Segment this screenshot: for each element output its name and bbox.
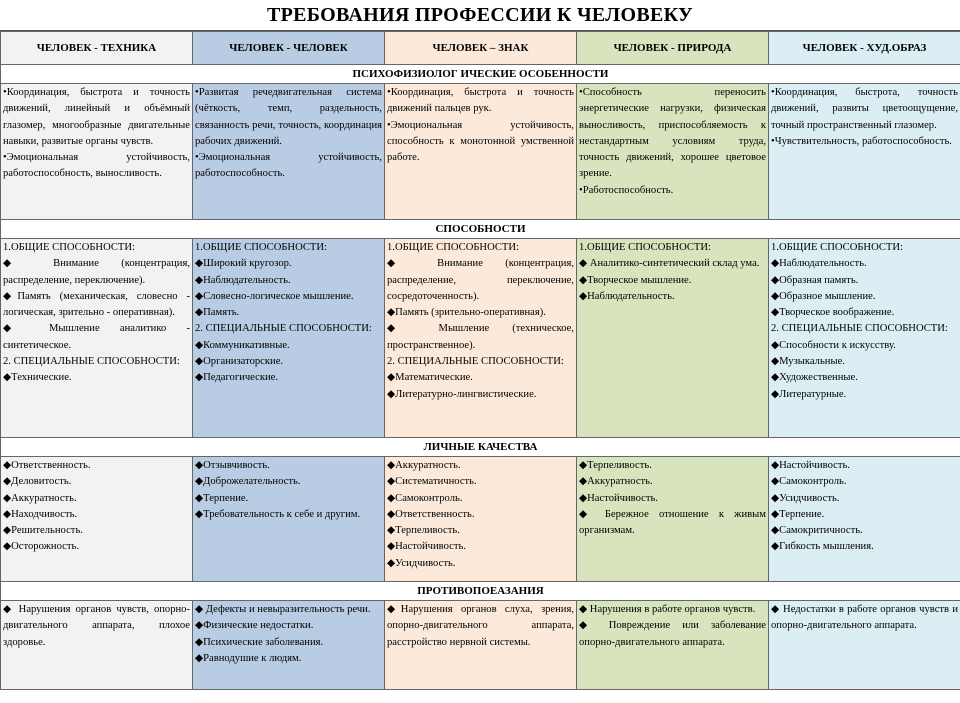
cell (577, 457, 769, 582)
cell-item: 1.ОБЩИЕ СПОСОБНОСТИ: (771, 242, 903, 253)
cell-item: ◆Педагогические. (195, 372, 279, 384)
section-header-row (1, 438, 960, 457)
cell-item: ◆Настойчивость. (387, 541, 466, 553)
cell-item: ◆Память (механическая, словесно - логическая, зрительно - оперативная). (3, 290, 190, 319)
cell-item: ◆Ответственность. (3, 460, 91, 471)
column-header-row (1, 32, 960, 65)
cell-item: 2. СПЕЦИАЛЬНЫЕ СПОСОБНОСТИ: (195, 323, 372, 335)
cell (193, 457, 385, 582)
cell-item: ◆Наблюдательность. (195, 274, 291, 286)
cell-item: ◆Наблюдательность. (579, 290, 675, 302)
section-title: ЛИЧНЫЕ КАЧЕСТВА (1, 438, 960, 457)
cell-item: ◆Усидчивость. (387, 557, 456, 569)
cell-item: ◆Терпеливость. (387, 525, 460, 537)
cell-item: ◆Аккуратность. (387, 460, 461, 471)
cell-item: •Работоспособность. (579, 184, 674, 196)
cell (769, 601, 960, 690)
cell-item: ◆Настойчивость. (579, 492, 658, 504)
cell-item: 1.ОБЩИЕ СПОСОБНОСТИ: (3, 242, 135, 253)
cell-item: •Способность переносить энергетические нагрузки, физическая выносливость, приспособляемость к нестандартным условиям труда, точность движений, хорошее цветовое зрение. (579, 87, 766, 180)
cell-item: ◆Технические. (3, 372, 72, 384)
section-header-row (1, 582, 960, 601)
cell-item: •Координация, быстрота, точность движений, развиты цветоощущение, точный пространственный глазомер. (771, 87, 958, 131)
column-header: ЧЕЛОВЕК - ПРИРОДА (577, 32, 769, 65)
cell-item: 1.ОБЩИЕ СПОСОБНОСТИ: (195, 242, 327, 253)
cell-item: •Развитая речедвигательная система (чёткость, темп, раздельность, связанность речи, точность, координация рабочих движений. (195, 87, 382, 147)
cell (193, 239, 385, 438)
column-header: ЧЕЛОВЕК - ХУД.ОБРАЗ (769, 32, 960, 65)
column-header: ЧЕЛОВЕК – ЗНАК (385, 32, 577, 65)
cell-item: ◆ Мышление аналитико - синтетическое. (3, 323, 190, 351)
table-row (1, 84, 960, 220)
cell-item: ◆Образная память. (771, 274, 859, 286)
section-header-row (1, 220, 960, 239)
cell-item: ◆Терпение. (771, 508, 825, 520)
section-header-row (1, 65, 960, 84)
cell-item: ◆Наблюдательность. (771, 258, 867, 270)
cell-item: 1.ОБЩИЕ СПОСОБНОСТИ: (579, 242, 711, 253)
cell-item: 2. СПЕЦИАЛЬНЫЕ СПОСОБНОСТИ: (387, 356, 564, 368)
cell-item: ◆Память (зрительно-оперативная). (387, 307, 546, 319)
cell-item: ◆Решительность. (3, 525, 83, 537)
cell-item: ◆Память. (195, 307, 240, 319)
cell-item: ◆ Внимание (концентрация, распределение, переключение, сосредоточенность). (387, 258, 574, 302)
cell-item: ◆Творческое воображение. (771, 307, 895, 319)
cell-item: ◆Требовательность к себе и другим. (195, 508, 361, 520)
cell-item: ◆Нарушения органов слуха, зрения, опорно-двигательного аппарата, расстройство нервной системы. (387, 604, 574, 648)
cell (1, 457, 193, 582)
cell-item: ◆Психические заболевания. (195, 636, 324, 648)
cell-item: •Координация, быстрота и точность движений, линейный и объёмный глазомер, многообразные двигательные навыки, развитые органы чувств. (3, 87, 190, 147)
cell-item: ◆Музыкальные. (771, 356, 845, 368)
cell (385, 601, 577, 690)
cell (385, 84, 577, 220)
cell-item: ◆Ответственность. (387, 508, 475, 520)
cell-item: ◆Самокритичность. (771, 525, 863, 537)
column-header: ЧЕЛОВЕК - ТЕХНИКА (1, 32, 193, 65)
cell-item: ◆ Внимание (концентрация, распределение, переключение). (3, 258, 190, 286)
cell (1, 601, 193, 690)
cell (1, 239, 193, 438)
cell-item: ◆ Бережное отношение к живым организмам. (579, 508, 766, 537)
section-title: ПРОТИВОПОЕАЗАНИЯ (1, 582, 960, 601)
cell (577, 239, 769, 438)
cell-item: ◆Терпение. (195, 492, 249, 504)
cell-item: ◆Гибкость мышления. (771, 541, 874, 553)
cell-item: ◆ Нарушения в работе органов чувств. (579, 604, 756, 615)
cell-item: 2. СПЕЦИАЛЬНЫЕ СПОСОБНОСТИ: (3, 356, 180, 368)
cell (769, 239, 960, 438)
cell-item: ◆Широкий кругозор. (195, 258, 292, 270)
cell-item: ◆Равнодушие к людям. (195, 652, 302, 664)
cell-item: ◆Самоконтроль. (387, 492, 463, 504)
cell-item: ◆ Дефекты и невыразительность речи. (195, 604, 371, 615)
cell-item: •Координация, быстрота и точность движений пальцев рук. (387, 87, 574, 115)
cell-item: ◆Аккуратность. (3, 492, 77, 504)
cell-item: 2. СПЕЦИАЛЬНЫЕ СПОСОБНОСТИ: (771, 323, 948, 335)
page-title: ТРЕБОВАНИЯ ПРОФЕССИИ К ЧЕЛОВЕКУ (0, 0, 960, 31)
cell-item: ◆Математические. (387, 372, 473, 384)
cell-item: ◆Усидчивость. (771, 492, 840, 504)
cell-item: ◆Художественные. (771, 372, 858, 384)
cell-item: ◆Деловитость. (3, 476, 72, 488)
cell (769, 457, 960, 582)
cell-item: ◆Систематичность. (387, 476, 477, 488)
cell-item: •Эмоциональная устойчивость, работоспособность, выносливость. (3, 152, 190, 180)
section-title: ПСИХОФИЗИОЛОГ ИЧЕСКИЕ ОСОБЕННОСТИ (1, 65, 960, 84)
cell-item: •Эмоциональная устойчивость, способность к монотонной умственной работе. (387, 119, 574, 164)
cell (385, 239, 577, 438)
cell (577, 84, 769, 220)
cell-item: ◆Способности к искусству. (771, 339, 896, 351)
cell-item: 1.ОБЩИЕ СПОСОБНОСТИ: (387, 242, 519, 253)
cell (385, 457, 577, 582)
column-header: ЧЕЛОВЕК - ЧЕЛОВЕК (193, 32, 385, 65)
cell (1, 84, 193, 220)
cell-item: ◆Литературно-лингвистические. (387, 388, 537, 400)
cell-item: ◆Доброжелательность. (195, 476, 301, 488)
cell-item: ◆ Мышление (техническое, пространственное). (387, 323, 574, 351)
cell (769, 84, 960, 220)
cell-item: ◆Словесно-логическое мышление. (195, 290, 354, 302)
cell-item: ◆ Аналитико-синтетический склад ума. (579, 258, 760, 270)
cell-item: ◆ Недостатки в работе органов чувств и опорно-двигательного аппарата. (771, 604, 958, 632)
cell-item: ◆Находчивость. (3, 508, 78, 520)
cell-item: ◆Осторожность. (3, 541, 79, 553)
table-row (1, 457, 960, 582)
cell (193, 601, 385, 690)
cell-item: ◆Отзывчивость. (195, 460, 270, 471)
cell-item: ◆Терпеливость. (579, 460, 652, 471)
requirements-table (0, 31, 960, 690)
table-row (1, 601, 960, 690)
cell (577, 601, 769, 690)
cell-item: ◆Организаторские. (195, 356, 284, 368)
cell-item: ◆Физические недостатки. (195, 620, 314, 632)
cell-item: ◆Самоконтроль. (771, 476, 847, 488)
cell-item: ◆Образное мышление. (771, 290, 876, 302)
cell-item: ◆ Повреждение или заболевание опорно-двигательного аппарата. (579, 620, 766, 648)
table-row (1, 239, 960, 438)
section-title: СПОСОБНОСТИ (1, 220, 960, 239)
cell (193, 84, 385, 220)
cell-item: ◆Настойчивость. (771, 460, 850, 471)
cell-item: ◆Литературные. (771, 388, 847, 400)
cell-item: •Эмоциональная устойчивость, работоспособность. (195, 152, 382, 180)
cell-item: ◆Творческое мышление. (579, 274, 692, 286)
cell-item: ◆Аккуратность. (579, 476, 653, 488)
cell-item: ◆Коммуникативные. (195, 339, 290, 351)
cell-item: ◆ Нарушения органов чувств, опорно-двигательного аппарата, плохое здоровье. (3, 604, 190, 648)
cell-item: •Чувствительность, работоспособность. (771, 135, 952, 147)
